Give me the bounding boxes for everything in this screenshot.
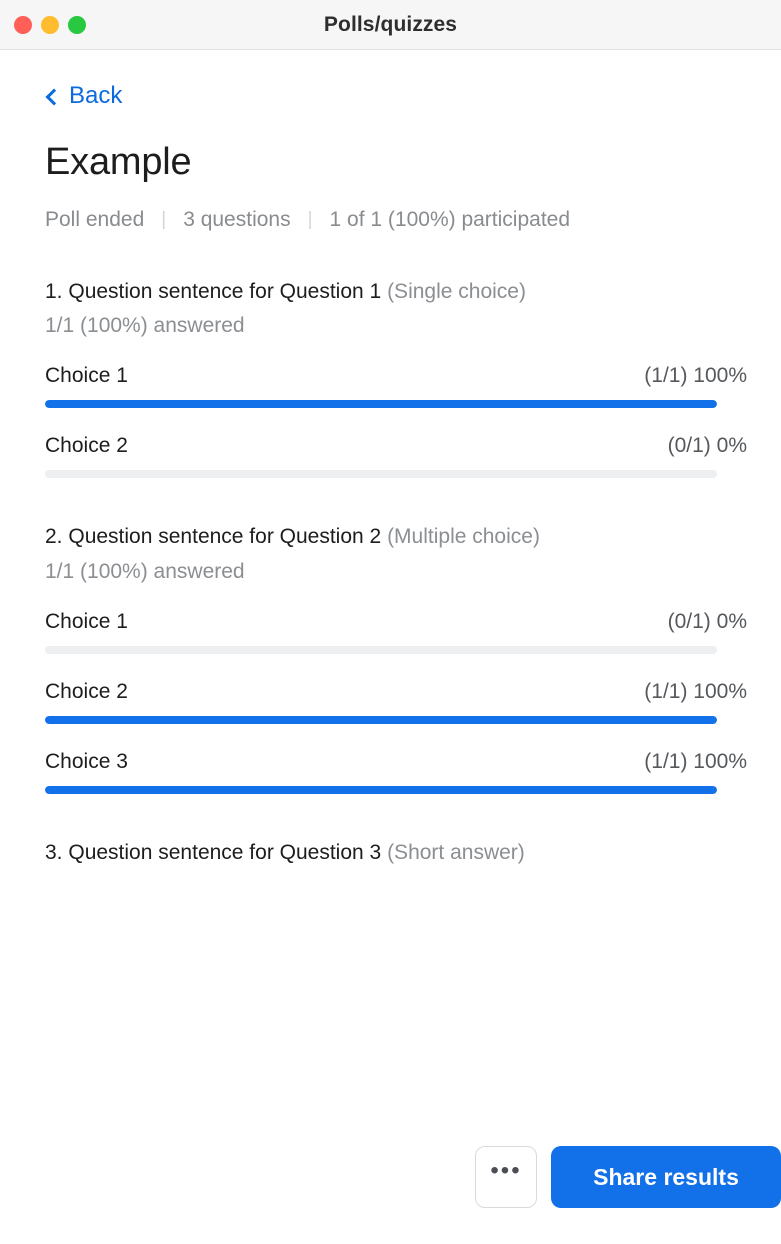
poll-meta: [45, 208, 747, 232]
question-text: Question sentence for Question 1: [68, 280, 382, 303]
choice-bar-track: [45, 786, 717, 794]
question-item: [45, 840, 747, 866]
question-answered-count: 1/1 (100%) answered: [45, 559, 245, 583]
question-text: Question sentence for Question 2: [68, 525, 382, 549]
action-bar: [475, 1146, 781, 1208]
question-item: [45, 524, 747, 793]
choice-label: Choice 2: [45, 679, 128, 703]
share-results-button[interactable]: Share results: [551, 1146, 781, 1208]
poll-question-count: 3 questions: [183, 208, 291, 231]
minimize-button[interactable]: [41, 16, 59, 34]
section-spacer: [45, 482, 747, 524]
choice-result: (1/1) 100%: [644, 749, 747, 773]
choice-bar-track: [45, 646, 717, 654]
question-number: 3.: [45, 840, 63, 864]
meta-divider: |: [307, 209, 313, 230]
choice-item: [45, 434, 747, 478]
choice-result: (1/1) 100%: [644, 679, 747, 703]
question-text: Question sentence for Question 3: [68, 840, 382, 864]
chevron-left-icon: [46, 88, 63, 105]
page-title: Example: [45, 141, 192, 183]
poll-results-panel: [0, 50, 781, 1244]
question-list: [45, 279, 747, 866]
choice-label: Choice 1: [45, 609, 128, 633]
choice-item: [45, 750, 747, 794]
choice-label: Choice 3: [45, 749, 128, 773]
choice-bar-track: [45, 400, 717, 408]
maximize-button[interactable]: [68, 16, 86, 34]
close-button[interactable]: [14, 16, 32, 34]
question-heading: [45, 279, 747, 305]
choice-item: [45, 680, 747, 724]
question-number: 1.: [45, 280, 63, 303]
choice-bar-track: [45, 716, 717, 724]
question-answered-count: 1/1 (100%) answered: [45, 314, 245, 338]
choice-item: [45, 610, 747, 654]
question-heading: [45, 840, 747, 866]
choice-label: Choice 2: [45, 434, 128, 458]
window-titlebar: [0, 0, 781, 50]
question-type: (Multiple choice): [387, 525, 540, 549]
choice-result: (0/1) 0%: [667, 434, 747, 458]
question-type: (Single choice): [387, 280, 526, 303]
back-button-label: Back: [69, 82, 123, 109]
more-options-button[interactable]: •••: [475, 1146, 537, 1208]
choice-result: (0/1) 0%: [667, 609, 747, 633]
question-number: 2.: [45, 525, 63, 549]
window-controls: [14, 16, 86, 34]
question-heading: [45, 524, 747, 550]
question-item: [45, 279, 747, 478]
poll-status: Poll ended: [45, 208, 145, 231]
choice-item: [45, 364, 747, 408]
back-button[interactable]: [45, 82, 122, 110]
section-spacer: [45, 798, 747, 840]
choice-label: Choice 1: [45, 364, 128, 388]
choice-bar-fill: [45, 786, 717, 794]
meta-divider: |: [161, 209, 167, 230]
choice-bar-fill: [45, 400, 717, 408]
poll-participation: 1 of 1 (100%) participated: [329, 208, 571, 231]
question-type: (Short answer): [387, 840, 525, 864]
window-title: Polls/quizzes: [323, 12, 458, 36]
choice-result: (1/1) 100%: [644, 364, 747, 388]
choice-bar-fill: [45, 716, 717, 724]
choice-bar-track: [45, 470, 717, 478]
